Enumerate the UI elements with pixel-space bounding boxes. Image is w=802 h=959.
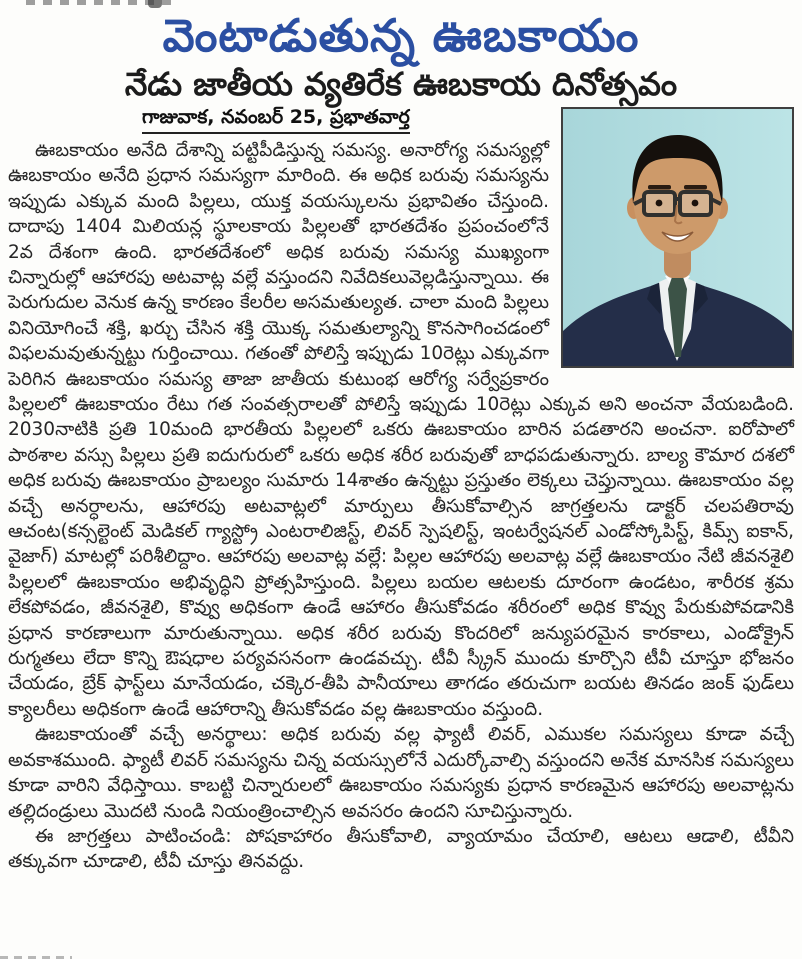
eye-left (656, 199, 663, 206)
cropped-text-fragment-top-mark (148, 0, 162, 8)
article-body (0, 105, 802, 875)
eyebrow-right (684, 185, 707, 190)
eye-right (692, 199, 699, 206)
body-paragraph: ఊబకాయం అనేది దేశాన్ని పట్టిపీడిస్తున్న సమస్య. అనారోగ్య సమస్యల్లో ఊబకాయం అనేది ప్రధాన సమస్యగా మారింది. ఈ అధిక బరువు సమస్యను ఇప్పుడు ఎక్కువ మంది పిల్లలు, యుక్త వయస్కులను ప్రభావితం చేస్తుంది. దాదాపు 1404 మిలియన్ల స్థూలకాయ పిల్లలతో భారతదేశం ప్రపంచంలోనే 2వ దేశంగా ఉంది. భారతదేశంలో అధిక బరువు సమస్య ముఖ్యంగా చిన్నారుల్లో ఆహారపు అటవాట్ల వల్లే వస్తుందని నివేదికలువెల్లడిస్తున్నాయి. ఈ పెరుగుదుల వెనుక ఉన్న కారణం కేలరీల అసమతుల్యత. చాలా మంది పిల్లలు వినియోగించే శక్తి, ఖర్చు చేసిన శక్తి యొక్క సమతుల్యాన్ని కొనసాగించడంలో విఫలమవుతున్నట్టు గుర్తించాయి. గతంతో పోలిస్తే ఇప్పుడు 10రెట్లు ఎక్కువగా పెరిగిన ఊబకాయం సమస్య తాజా జాతీయ కుటుంభ ఆరోగ్య సర్వేప్రకారం పిల్లలలో ఊబకాయం రేటు గత సంవత్సరాలతో పోలిస్తే ఇప్పుడు 10రెట్లు ఎక్కువ అని అంచనా వేయబడింది. 2030నాటికి ప్రతి 10మంది భారతీయ పిల్లలలో ఒకరు ఊబకాయం బారిన పడతారని అంచనా. ఐరోపాలో పాఠశాల వస్సు పిల్లలు ప్రతి ఐదుగురులో ఒకరు అధిక శరీర బరువుతో బాధపడుతున్నారు. బాల్య కౌమార దశలో అధిక బరువు ఊబకాయం ప్రాబల్యం సుమారు 14శాతం ఉన్నట్టు ప్రస్తుతం లెక్కలు చెప్తున్నాయి. ఊబకాయం వల్ల వచ్చే అనర్ధాలను, ఆహారపు అటవాట్లలో మార్పులు తీసుకోవాల్సిన జాగ్రత్తలను డాక్టర్ చలపతిరావు ఆచంట(కన్సల్టెంట్ మెడికల్ గ్యాస్ట్రో ఎంటరాలిజిస్ట్, లివర్ స్పెషలిస్ట్, ఇంటర్వేషనల్ ఎండోస్కోపిస్ట్, కిమ్స్ ఐకాన్, వైజాగ్) మాటల్లో పరిశీలిద్దాం. ఆహారపు అలవాట్ల వల్లే: పిల్లల ఆహారపు అలవాట్ల వల్లే ఊబకాయం నేటి జీవనశైలి పిల్లలలో ఊబకాయం అభివృద్ధిని ప్రోత్సహిస్తుంది. పిల్లలు బయల ఆటలకు దూరంగా ఉండటం, శారీరక శ్రమ లేకపోవడం, జీవనశైలి, కొవ్వు అధికంగా ఉండే ఆహారం తీసుకోవడం శరీరంలో అధిక కొవ్వు పేరుకుపోవడానికి ప్రధాన కారణాలుగా మారుతున్నాయి. అధిక శరీర బరువు కొందరిలో జన్యుపరమైన కారకాలు, ఎండోక్రైన్ రుగ్మతలు లేదా కొన్ని ఔషధాల పర్యవసనంగా ఉండవచ్చు. టీవీ స్క్రీన్ ముందు కూర్చొని టీవీ చూస్తూ భోజనం చేయడం, బ్రేక్ ఫాస్ట్‌లు మానేయడం, చక్కెర-తీపి పానీయాలు తాగడం తరుచుగా బయట తినడం జంక్ ఫుడ్‌లు క్యాలరీలు అధికంగా ఉండే ఆహారాన్ని తీసుకోవడం వల్ల ఊబకాయం వస్తుంది. (8, 139, 794, 720)
dateline-text: గాజువాక, నవంబర్ 25, ప్రభాతవార్త (142, 105, 410, 134)
headline: వెంటాడుతున్న ఊబకాయం (162, 9, 640, 62)
eyebrow-left (648, 185, 671, 190)
doctor-portrait-illustration (563, 109, 792, 366)
doctor-photo (561, 107, 794, 368)
body-paragraph: ఊబకాయంతో వచ్చే అనర్థాలు: అధిక బరువు వల్ల ఫ్యాటీ లివర్, ఎముకల సమస్యలు కూడా వచ్చే అవకాశముంది. ఫ్యాటీ లివర్ సమస్యను చిన్న వయస్సులోనే ఎదుర్కోవాల్సి వస్తుందని అనేక మానసిక సమస్యలు కూడా వారిని వేధిస్తాయి. కాబట్టి చిన్నారులలో ఊబకాయం సమస్యకు ప్రధాన కారణమైన ఆహారపు అలవాట్లను తల్లిదండ్రులు మొదటి నుండి నియంత్రించాల్సిన అవసరం ఉందని సూచిస్తున్నారు. (8, 724, 794, 822)
body-paragraph: ఈ జాగ్రత్తలు పాటించండి: పోషకాహారం తీసుకోవాలి, వ్యాయామం చేయాలి, ఆటలు ఆడాలి, టీవీని తక్కువగా చూడాలి, టీవీ చూస్తు తినవద్దు. (8, 825, 794, 873)
subheadline: నేడు జాతీయ వ్యతిరేక ఊబకాయ దినోత్సవం (124, 64, 678, 103)
